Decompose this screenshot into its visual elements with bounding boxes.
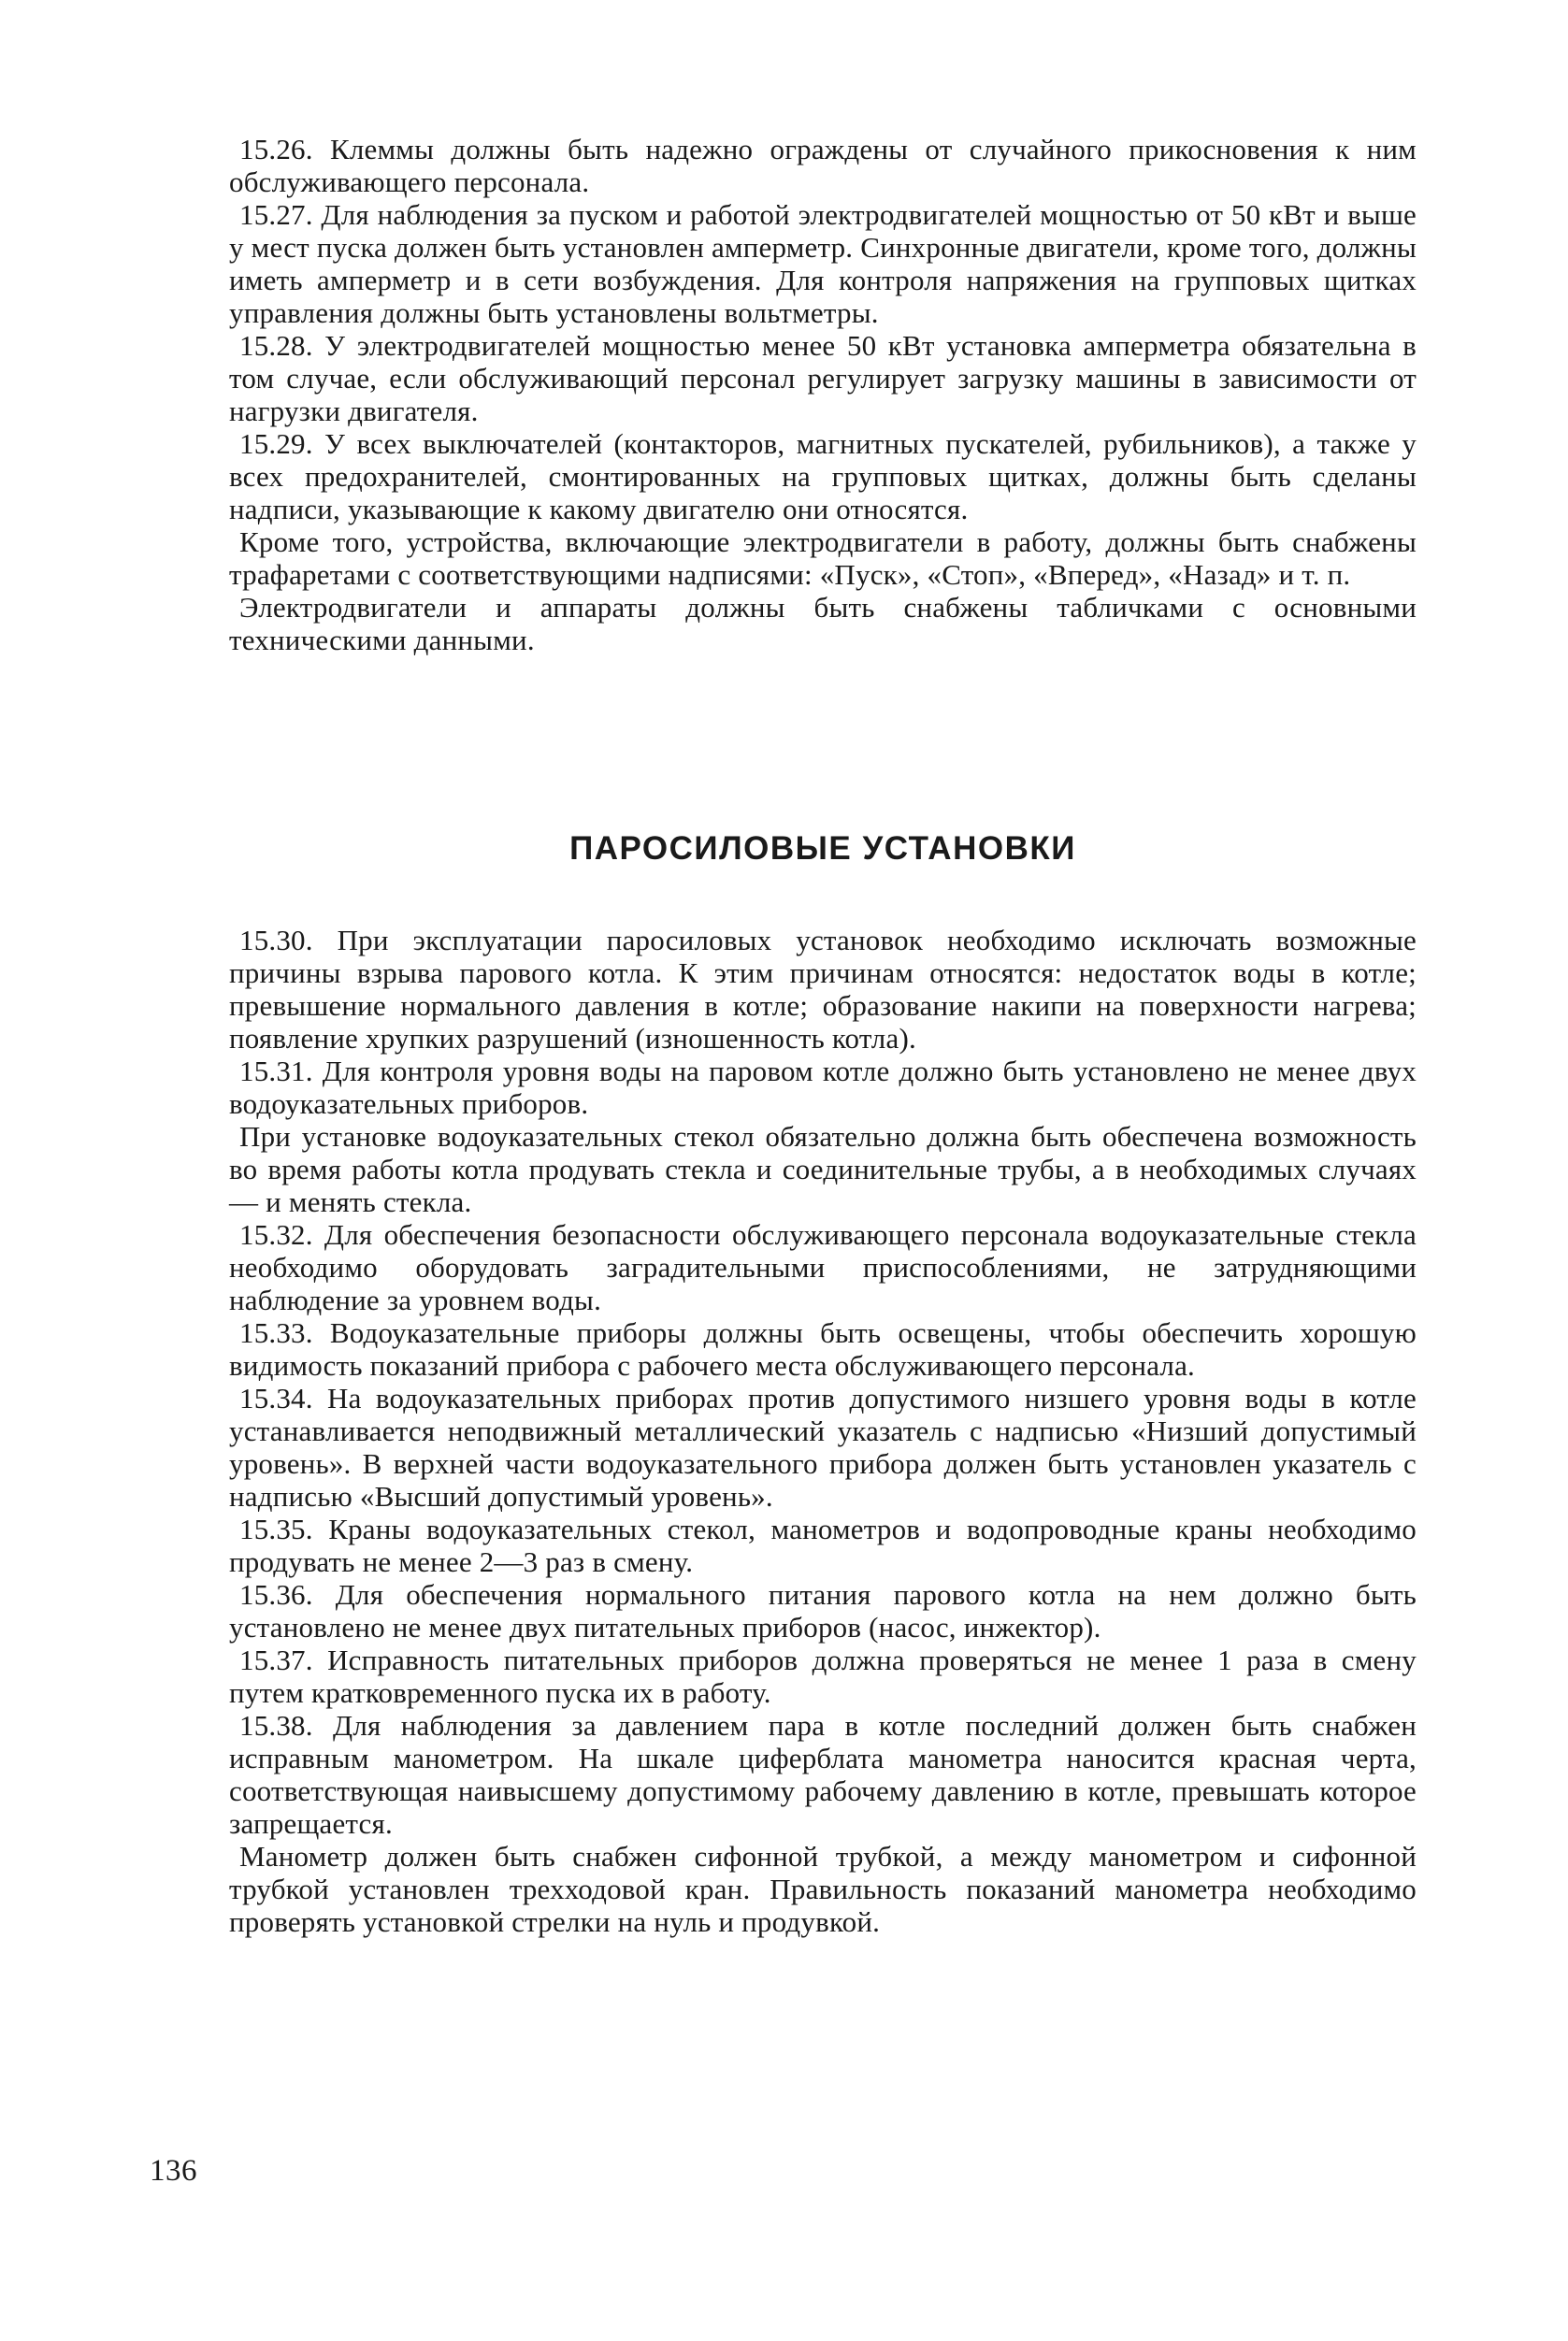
paragraph-15-32: 15.32. Для обеспечения безопасности обслуживающего персонала водоуказательные стекла необходимо оборудовать заградительными приспособлениями, не затрудняющими наблюдение за уровнем воды. bbox=[229, 1218, 1417, 1316]
paragraph-15-26: 15.26. Клеммы должны быть надежно ограждены от случайного прикосновения к ним обслуживающего персонала. bbox=[229, 133, 1417, 198]
paragraph-15-29: 15.29. У всех выключателей (контакторов, магнитных пускателей, рубильников), а также у всех предохранителей, смонтированных на групповых щитках, должны быть сделаны надписи, указывающие к какому двигателю они относятся. bbox=[229, 427, 1417, 525]
paragraph-gauge-glass-installation: При установке водоуказательных стекол обязательно должна быть обеспечена возможность во время работы котла продувать стекла и соединительные трубы, а в необходимых случаях — и менять стекла. bbox=[229, 1120, 1417, 1218]
text-block-steam-plants bbox=[229, 924, 1417, 1938]
paragraph-15-31: 15.31. Для контроля уровня воды на паровом котле должно быть установлено не менее двух водоуказательных приборов. bbox=[229, 1055, 1417, 1120]
paragraph-15-33: 15.33. Водоуказательные приборы должны быть освещены, чтобы обеспечить хорошую видимость показаний прибора с рабочего места обслуживающего персонала. bbox=[229, 1316, 1417, 1382]
paragraph-nameplates: Электродвигатели и аппараты должны быть снабжены табличками с основными техническими данными. bbox=[229, 591, 1417, 656]
paragraph-manometer: Манометр должен быть снабжен сифонной трубкой, а между манометром и сифонной трубкой установлен трехходовой кран. Правильность показаний манометра необходимо проверять установкой стрелки на нуль и продувкой. bbox=[229, 1840, 1417, 1938]
paragraph-15-28: 15.28. У электродвигателей мощностью менее 50 кВт установка амперметра обязательна в том случае, если обслуживающий персонал регулирует загрузку машины в зависимости от нагрузки двигателя. bbox=[229, 329, 1417, 427]
paragraph-15-38: 15.38. Для наблюдения за давлением пара в котле последний должен быть снабжен исправным манометром. На шкале циферблата манометра наносится красная черта, соответствующая наивысшему допустимому рабочему давлению в котле, превышать которое запрещается. bbox=[229, 1709, 1417, 1840]
paragraph-15-27: 15.27. Для наблюдения за пуском и работой электродвигателей мощностью от 50 кВт и выше у мест пуска должен быть установлен амперметр. Синхронные двигатели, кроме того, должны иметь амперметр и в сети возбуждения. Для контроля напряжения на групповых щитках управления должны быть установлены вольтметры. bbox=[229, 198, 1417, 329]
page-number: 136 bbox=[150, 2154, 197, 2188]
paragraph-stencils: Кроме того, устройства, включающие электродвигатели в работу, должны быть снабжены трафаретами с соответствующими надписями: «Пуск», «Стоп», «Вперед», «Назад» и т. п. bbox=[229, 525, 1417, 591]
paragraph-15-36: 15.36. Для обеспечения нормального питания парового котла на нем должно быть установлено не менее двух питательных приборов (насос, инжектор). bbox=[229, 1578, 1417, 1644]
paragraph-15-37: 15.37. Исправность питательных приборов должна проверяться не менее 1 раза в смену путем кратковременного пуска их в работу. bbox=[229, 1644, 1417, 1709]
text-block-electric-motors bbox=[229, 133, 1417, 656]
paragraph-15-35: 15.35. Краны водоуказательных стекол, манометров и водопроводные краны необходимо продувать не менее 2—3 раз в смену. bbox=[229, 1513, 1417, 1578]
paragraph-15-30: 15.30. При эксплуатации паросиловых установок необходимо исключать возможные причины взрыва парового котла. К этим причинам относятся: недостаток воды в котле; превышение нормального давления в котле; образование накипи на поверхности нагрева; появление хрупких разрушений (изношенность котла). bbox=[229, 924, 1417, 1055]
section-heading: ПАРОСИЛОВЫЕ УСТАНОВКИ bbox=[569, 830, 1076, 867]
paragraph-15-34: 15.34. На водоуказательных приборах против допустимого низшего уровня воды в котле устанавливается неподвижный металлический указатель с надписью «Низший допустимый уровень». В верхней части водоуказательного прибора должен быть установлен указатель с надписью «Высший допустимый уровень». bbox=[229, 1382, 1417, 1513]
